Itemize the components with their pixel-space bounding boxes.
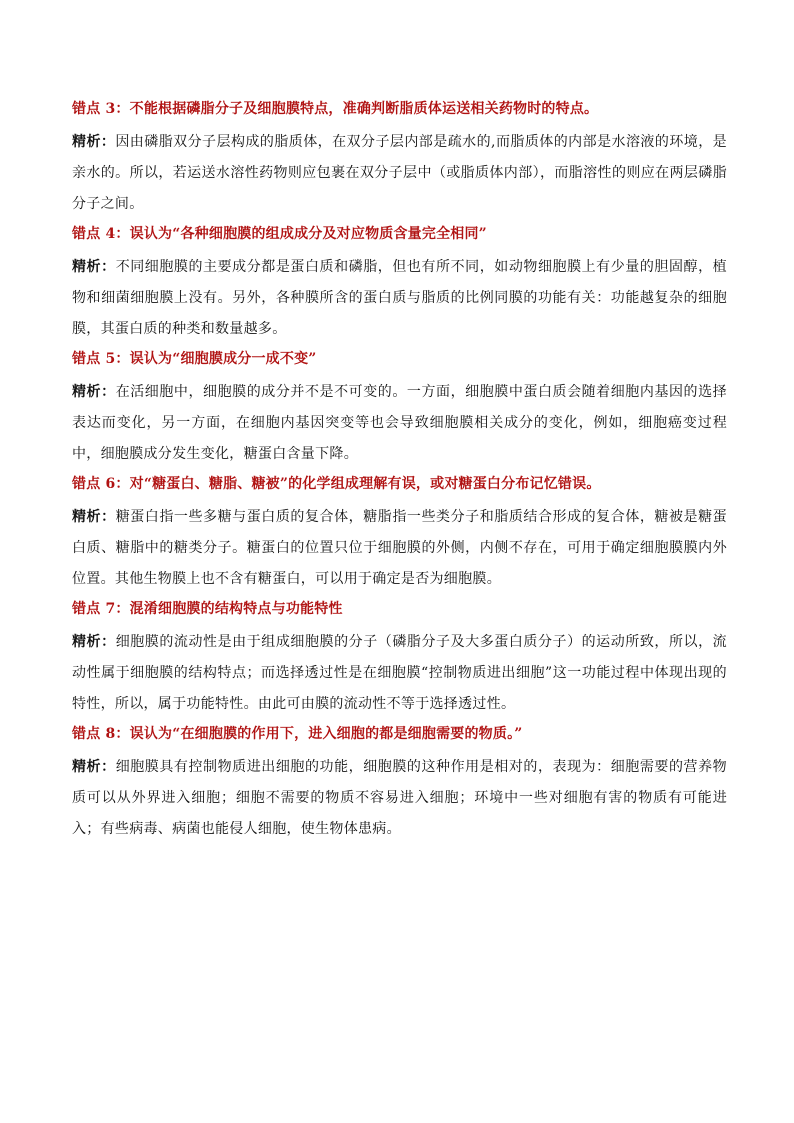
analysis-text: 细胞膜的流动性是由于组成细胞膜的分子（磷脂分子及大多蛋白质分子）的运动所致，所以，流动性属于细胞膜的结构特点；而选择透过性是在细胞膜“控制物质进出细胞”这一功能过程中体现出现的特性，所以，属于功能特性。由此可由膜的流动性不等于选择透过性。 [72,634,727,712]
analysis-paragraph [72,377,727,470]
section-heading: 错点 4：误认为“各种细胞膜的组成成分及对应物质含量完全相同” [72,226,487,242]
analysis-label: 精析 ： [72,384,116,400]
error-point-8 [72,722,727,845]
analysis-paragraph [72,627,727,720]
analysis-label: 精析 ： [72,259,116,275]
error-point-4 [72,222,727,345]
error-point-3 [72,97,727,220]
section-heading: 错点 8：误认为“在细胞膜的作用下，进入细胞的都是细胞需要的物质。” [72,726,523,742]
analysis-text: 因由磷脂双分子层构成的脂质体，在双分子层内部是疏水的,而脂质体的内部是水溶液的环境，是亲水的。所以，若运送水溶性药物则应包裹在双分子层中（或脂质体内部），而脂溶性的则应在两层磷脂分子之间。 [72,134,727,212]
error-point-5 [72,347,727,470]
analysis-label: 精析 ： [72,134,115,150]
section-heading: 错点 6：对“糖蛋白、糖脂、糖被”的化学组成理解有误，或对糖蛋白分布记忆错误。 [72,476,601,492]
analysis-paragraph [72,127,727,220]
analysis-paragraph [72,752,727,845]
section-heading: 错点 7：混淆细胞膜的结构特点与功能特性 [72,601,343,617]
analysis-paragraph [72,252,727,345]
document-page [72,97,727,847]
analysis-text: 不同细胞膜的主要成分都是蛋白质和磷脂，但也有所不同，如动物细胞膜上有少量的胆固醇，植物和细菌细胞膜上没有。另外，各种膜所含的蛋白质与脂质的比例同膜的功能有关：功能越复杂的细胞膜，其蛋白质的种类和数量越多。 [72,259,727,337]
error-point-6 [72,472,727,595]
analysis-text: 在活细胞中，细胞膜的成分并不是不可变的。一方面，细胞膜中蛋白质会随着细胞内基因的选择表达而变化，另一方面，在细胞内基因突变等也会导致细胞膜相关成分的变化，例如，细胞癌变过程中，细胞膜成分发生变化，糖蛋白含量下降。 [72,384,727,462]
analysis-label: 精析 ： [72,759,116,775]
error-point-7 [72,597,727,720]
analysis-text: 糖蛋白指一些多糖与蛋白质的复合体，糖脂指一些类分子和脂质结合形成的复合体，糖被是糖蛋白质、糖脂中的糖类分子。糖蛋白的位置只位于细胞膜的外侧，内侧不存在，可用于确定细胞膜膜内外位置。其他生物膜上也不含有糖蛋白，可以用于确定是否为细胞膜。 [72,509,727,587]
analysis-label: 精析 ： [72,634,116,650]
analysis-text: 细胞膜具有控制物质进出细胞的功能，细胞膜的这种作用是相对的，表现为：细胞需要的营养物质可以从外界进入细胞；细胞不需要的物质不容易进入细胞；环境中一些对细胞有害的物质有可能进入；有些病毒、病菌也能侵人细胞，使生物体患病。 [72,759,727,837]
section-heading: 错点 3：不能根据磷脂分子及细胞膜特点，准确判断脂质体运送相关药物时的特点。 [72,101,599,117]
analysis-label: 精析 ： [72,509,116,525]
section-heading: 错点 5：误认为“细胞膜成分一成不变” [72,351,317,367]
analysis-paragraph [72,502,727,595]
